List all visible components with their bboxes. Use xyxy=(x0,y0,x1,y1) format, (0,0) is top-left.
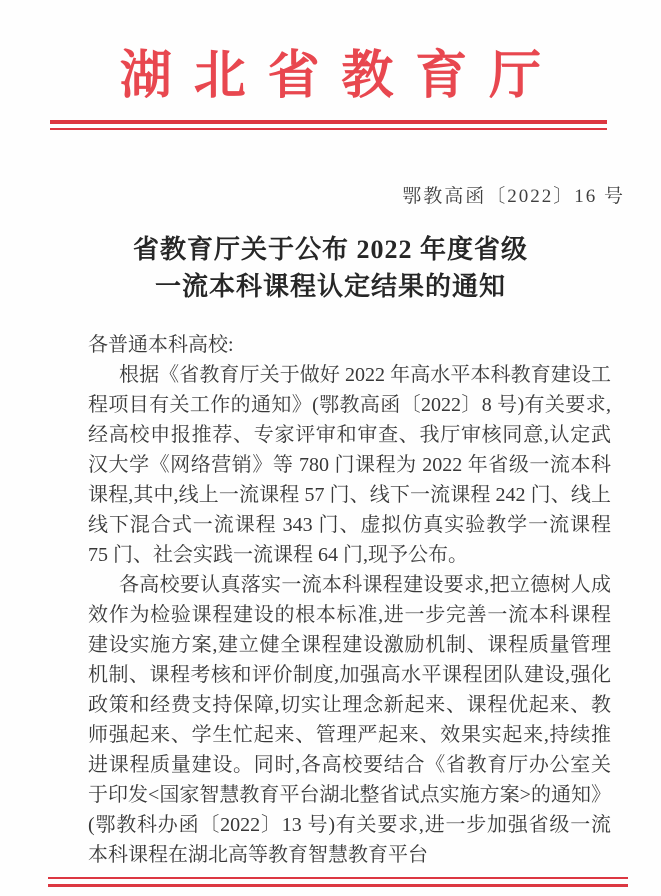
document-title-line2: 一流本科课程认定结果的通知 xyxy=(154,272,506,301)
body-paragraph-1: 根据《省教育厅关于做好 2022 年高水平本科教育建设工程项目有关工作的通知》(鄂教高函〔2022〕8 号)有关要求,经高校申报推荐、专家评审和审查、我厅审核同意,认定武汉大学《网络营销》等 780 门课程为 2022 年省级一流本科课程,其中,线上一流课程 57 门、线下一流课程 242 门、线上线下混合式一流课程 343 门、虚拟仿真实验教学一流课程 75 门、社会实践一流课程 64 门,现予公布。 xyxy=(88,364,611,566)
header-rule-thin xyxy=(50,128,607,130)
body-paragraph-2: 各高校要认真落实一流本科课程建设要求,把立德树人成效作为检验课程建设的根本标准,进一步完善一流本科课程建设实施方案,建立健全课程建设激励机制、课程质量管理机制、课程考核和评价制度,加强高水平课程团队建设,强化政策和经费支持保障,切实让理念新起来、课程优起来、教师强起来、学生忙起来、管理严起来、效果实起来,持续推进课程质量建设。同时,各高校要结合《省教育厅办公室关于印发<国家智慧教育平台湖北整省试点实施方案>的通知》(鄂教科办函〔2022〕13 号)有关要求,进一步加强省级一流本科课程在湖北高等教育智慧教育平台 xyxy=(88,574,611,866)
document-title-line1: 省教育厅关于公布 2022 年度省级 xyxy=(132,235,528,264)
salutation: 各普通本科高校: xyxy=(88,334,234,356)
agency-name: 湖北省教育厅 xyxy=(119,48,563,105)
header-rule-thick xyxy=(50,120,607,124)
footer-rule-thin xyxy=(48,877,628,879)
document-body xyxy=(88,330,611,870)
footer-rule-thick xyxy=(48,884,628,887)
document-title xyxy=(0,231,661,305)
document-number: 鄂教高函〔2022〕16 号 xyxy=(402,186,625,207)
